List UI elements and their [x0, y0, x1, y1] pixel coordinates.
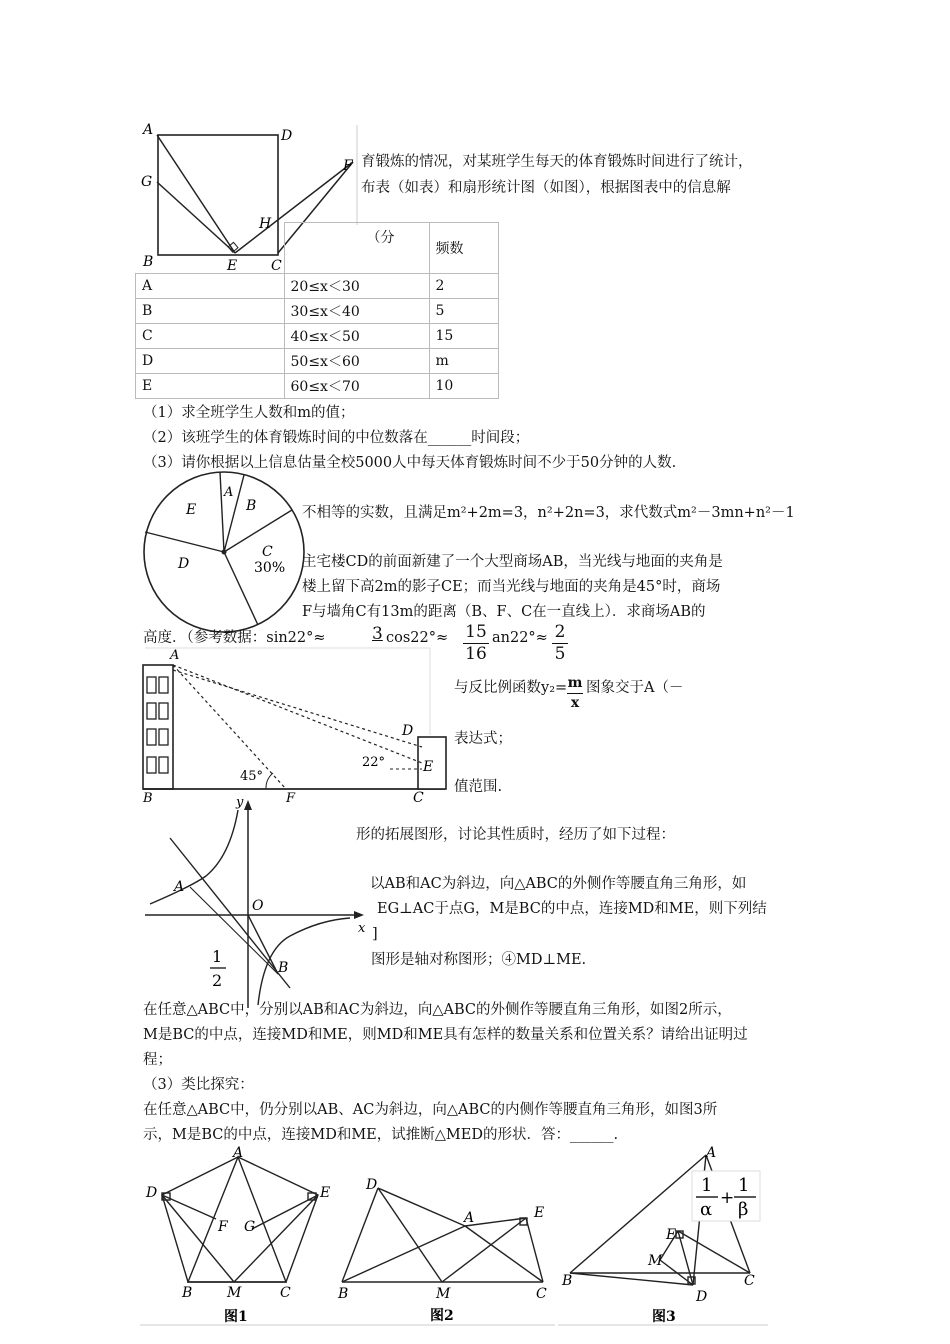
axis-y-label: y	[236, 795, 244, 810]
point-A-label: A	[174, 879, 185, 895]
label-E: E	[227, 258, 238, 274]
tan-numerator: 2	[552, 622, 568, 644]
fig1-label-M: M	[227, 1285, 242, 1301]
part3-line-3: 示，M是BC的中点，连接MD和ME，试推断△MED的形状．答：______.	[143, 1127, 619, 1143]
point-B-label: B	[278, 960, 289, 976]
tan-denominator: 5	[554, 644, 566, 664]
top-line-1: 育锻炼的情况，对某班学生每天的体育锻炼时间进行了统计，	[361, 154, 753, 170]
fig2-label-C: C	[536, 1286, 547, 1302]
figure-1	[140, 1145, 340, 1330]
figure-3	[558, 1145, 768, 1330]
bld-label-D: D	[402, 723, 414, 739]
bld-label-A: A	[170, 648, 180, 663]
cell-group: E	[136, 374, 285, 399]
table-row	[136, 274, 499, 299]
fig1-label-A: A	[233, 1145, 244, 1161]
inverse-text-2: 图象交于A（－	[586, 680, 684, 696]
caption-fig3: 图3	[652, 1309, 676, 1325]
cell-freq: m	[429, 349, 499, 374]
ext-line-2: 以AB和AC为斜边，向△ABC的外侧作等腰直角三角形，如	[370, 876, 747, 892]
cell-freq: 10	[429, 374, 499, 399]
tan-text: an22°≈	[492, 630, 548, 646]
overlay-num-2: 1	[738, 1175, 750, 1196]
part3-line-1: （3）类比探究：	[143, 1077, 254, 1093]
fig2-label-E: E	[534, 1205, 545, 1221]
inverse-text-1: 与反比例函数y₂=	[454, 680, 568, 696]
label-F: F	[343, 158, 353, 174]
axis-x-label: x	[358, 921, 366, 936]
tan-fraction	[552, 622, 568, 665]
pie-label-A: A	[224, 485, 234, 500]
fig3-label-M: M	[648, 1253, 663, 1269]
fig1-label-B: B	[182, 1285, 193, 1301]
part3-line-2: 在任意△ABC中，仍分别以AB、AC为斜边，向△ABC的内侧作等腰直角三角形，如图3所	[143, 1102, 718, 1118]
part2-line-3: 程；	[143, 1052, 172, 1068]
bld-label-C: C	[413, 790, 424, 803]
label-H: H	[259, 216, 272, 232]
cos-denominator: 16	[465, 644, 487, 664]
fig2-label-D: D	[366, 1177, 378, 1193]
fig1-label-D: D	[146, 1185, 158, 1201]
label-B: B	[143, 254, 154, 270]
part2-line-1: 在任意△ABC中，分别以AB和AC为斜边，向△ABC的外侧作等腰直角三角形，如图2所示，	[143, 1002, 732, 1018]
overlay-den-2: β	[738, 1199, 749, 1220]
bld-label-B: B	[143, 791, 153, 803]
fig1-label-C: C	[280, 1285, 291, 1301]
caption-fig1: 图1	[224, 1309, 248, 1325]
pie-label-E: E	[186, 502, 197, 518]
table-row	[136, 349, 499, 374]
inverse-denominator: x	[570, 695, 580, 711]
fig1-label-G: G	[244, 1219, 256, 1235]
inverse-text-4: 值范围.	[454, 779, 503, 795]
bld-label-E: E	[423, 759, 434, 775]
label-D: D	[281, 128, 293, 144]
fig3-label-C: C	[744, 1273, 755, 1289]
cos-fraction	[463, 622, 489, 665]
cell-freq: 5	[429, 299, 499, 324]
cell-range: 30≤x＜40	[284, 299, 429, 324]
building-line-3: F与墙角C有13m的距离（B、F、C在一直线上）．求商场AB的	[302, 604, 706, 620]
pie-label-C: C	[262, 544, 273, 560]
frequency-table	[135, 222, 499, 399]
cos-text: cos22°≈	[386, 630, 449, 646]
hyperbola-graph	[140, 790, 370, 1010]
overlay-plus: +	[720, 1188, 735, 1208]
part2-line-2: M是BC的中点，连接MD和ME，则MD和ME具有怎样的数量关系和位置关系？请给出证明过	[143, 1027, 748, 1043]
half-denominator: 2	[212, 971, 223, 990]
cell-range: 20≤x＜30	[284, 274, 429, 299]
table-row	[136, 299, 499, 324]
bld-label-22: 22°	[362, 755, 386, 770]
overlay-num-1: 1	[701, 1175, 713, 1196]
cell-range: 60≤x＜70	[284, 374, 429, 399]
building-figure	[140, 645, 450, 803]
fig2-label-B: B	[338, 1286, 349, 1302]
overlay-den-1: α	[700, 1199, 713, 1220]
bld-label-F: F	[286, 791, 296, 803]
fig3-label-E: E	[666, 1227, 677, 1243]
cell-freq: 2	[429, 274, 499, 299]
pie-label-B: B	[246, 498, 257, 514]
question-2: （2）该班学生的体育锻炼时间的中位数落在______时间段；	[143, 430, 530, 446]
table-header-row	[136, 223, 499, 274]
pie-label-30: 30%	[254, 560, 286, 576]
label-G: G	[141, 174, 153, 190]
fig1-label-E: E	[320, 1185, 331, 1201]
cell-range: 40≤x＜50	[284, 324, 429, 349]
reference-prefix: 高度．（参考数据：sin22°≈	[143, 630, 326, 646]
table-row	[136, 374, 499, 399]
top-line-2: 布表（如表）和扇形统计图（如图），根据图表中的信息解	[361, 180, 731, 196]
figure-2	[330, 1160, 555, 1330]
fig3-label-A: A	[706, 1145, 717, 1161]
inverse-text-3: 表达式；	[454, 731, 512, 747]
pie-chart	[140, 470, 310, 645]
ext-line-5: 图形是轴对称图形；④MD⊥ME.	[371, 952, 587, 968]
building-line-2: 楼上留下高2m的影子CE；而当光线与地面的夹角是45°时，商场	[302, 579, 721, 595]
pie-label-D: D	[178, 556, 190, 572]
origin-label: O	[252, 898, 264, 914]
caption-fig2: 图2	[430, 1308, 454, 1324]
question-1: （1）求全班学生人数和m的值；	[143, 405, 355, 421]
sin-value: 3	[372, 624, 383, 644]
fig1-label-F: F	[218, 1219, 228, 1235]
table-row	[136, 324, 499, 349]
fig3-label-B: B	[562, 1273, 573, 1289]
inverse-numerator: m	[567, 674, 583, 694]
cell-freq: 15	[429, 324, 499, 349]
header-time: （分	[366, 230, 395, 246]
cell-group: D	[136, 349, 285, 374]
question-3: （3）请你根据以上信息估量全校5000人中每天体育锻炼时间不少于50分钟的人数.	[143, 455, 677, 471]
fig2-label-M: M	[436, 1286, 451, 1302]
bld-label-45: 45°	[240, 769, 264, 784]
cell-group: B	[136, 299, 285, 324]
q-mn-line: 不相等的实数，且满足m²+2m=3，n²+2n=3，求代数式m²－3mn+n²－1	[302, 505, 795, 521]
fig3-label-D: D	[696, 1289, 708, 1305]
cell-range: 50≤x＜60	[284, 349, 429, 374]
building-line-1: 主宅楼CD的前面新建了一个大型商场AB，当光线与地面的夹角是	[302, 554, 723, 570]
ext-line-4: ]	[372, 926, 378, 942]
cos-numerator: 15	[463, 622, 489, 644]
inverse-fraction	[567, 674, 583, 713]
ext-line-1: 形的拓展图形，讨论其性质时，经历了如下过程：	[356, 827, 675, 843]
cell-group: A	[136, 274, 285, 299]
label-A: A	[143, 122, 154, 138]
label-C: C	[271, 258, 282, 274]
half-numerator: 1	[212, 947, 223, 966]
header-freq: 频数	[435, 241, 464, 257]
fig2-label-A: A	[464, 1210, 475, 1226]
ext-line-3: EG⊥AC于点G，M是BC的中点，连接MD和ME，则下列结	[377, 901, 767, 917]
cell-group: C	[136, 324, 285, 349]
